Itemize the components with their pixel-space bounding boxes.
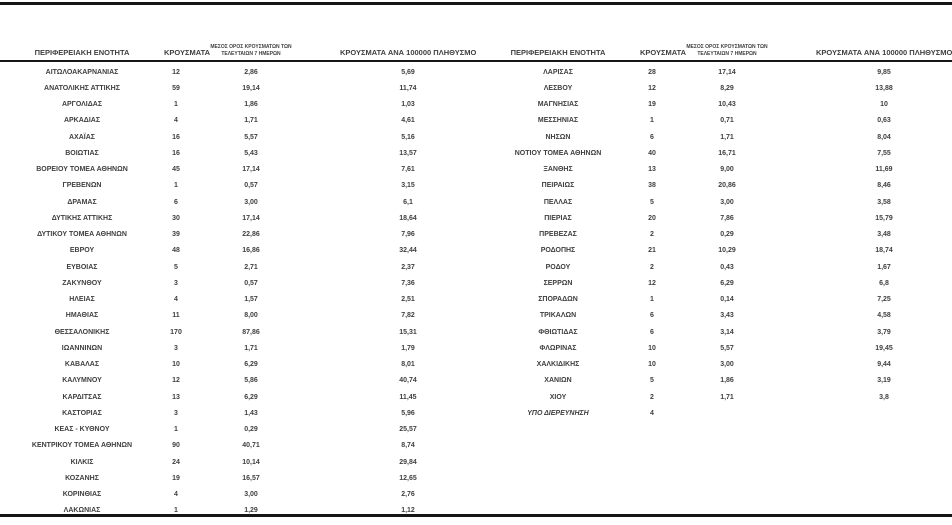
per100k-cell: 1,67 [877, 263, 891, 271]
cases-cell: 4 [650, 409, 654, 417]
cases-cell: 6 [650, 133, 654, 141]
per100k-cell: 19,45 [875, 344, 893, 352]
per100k-cell: 5,69 [401, 68, 415, 76]
table-row [476, 178, 952, 194]
cases-cell: 3 [174, 344, 178, 352]
per100k-cell: 1,12 [401, 507, 415, 515]
region-cell: ΚΕΝΤΡΙΚΟΥ ΤΟΜΕΑ ΑΘΗΝΩΝ [31, 442, 133, 450]
column-header-region: ΠΕΡΙΦΕΡΕΙΑΚΗ ΕΝΟΤΗΤΑ [34, 47, 130, 57]
avg7-cell: 1,86 [720, 377, 734, 385]
table-row [476, 324, 952, 340]
avg7-cell: 0,43 [720, 263, 734, 271]
avg7-cell: 6,29 [720, 279, 734, 287]
per100k-cell: 15,31 [399, 328, 417, 336]
cases-cell: 4 [174, 491, 178, 499]
region-cell: ΠΡΕΒΕΖΑΣ [539, 231, 577, 239]
avg7-cell: 5,43 [244, 149, 258, 157]
left-table-header [0, 34, 476, 60]
avg7-cell: 40,71 [242, 442, 260, 450]
avg7-cell: 1,71 [720, 393, 734, 401]
table-row [0, 292, 476, 308]
per100k-cell: 5,96 [401, 409, 415, 417]
region-cell: ΑΝΑΤΟΛΙΚΗΣ ΑΤΤΙΚΗΣ [44, 84, 120, 92]
cases-cell: 1 [174, 101, 178, 109]
avg7-cell: 3,00 [720, 198, 734, 206]
region-cell: ΡΟΔΟΥ [545, 263, 571, 271]
cases-cell: 6 [650, 328, 654, 336]
per100k-cell: 3,8 [879, 393, 889, 401]
table-row [0, 373, 476, 389]
avg7-cell: 2,71 [244, 263, 258, 271]
avg7-cell: 16,86 [242, 247, 260, 255]
avg7-cell: 0,29 [244, 426, 258, 434]
cases-cell: 6 [650, 312, 654, 320]
region-cell: ΠΕΛΛΑΣ [543, 198, 573, 206]
per100k-cell: 7,25 [877, 296, 891, 304]
region-cell: ΚΟΖΑΝΗΣ [65, 474, 99, 482]
table-row [0, 194, 476, 210]
per100k-cell: 0,63 [877, 117, 891, 125]
right-table-body [476, 64, 952, 422]
column-header-7day-average [188, 44, 314, 60]
per100k-cell: 3,48 [877, 231, 891, 239]
column-header-region: ΠΕΡΙΦΕΡΕΙΑΚΗ ΕΝΟΤΗΤΑ [510, 47, 606, 57]
avg7-cell: 3,00 [720, 361, 734, 369]
cases-cell: 5 [650, 377, 654, 385]
table-row [476, 308, 952, 324]
avg7-cell: 10,43 [718, 101, 736, 109]
cases-cell: 12 [172, 68, 180, 76]
table-row [476, 162, 952, 178]
avg7-cell: 8,29 [720, 84, 734, 92]
per100k-cell: 29,84 [399, 458, 417, 466]
cases-cell: 1 [174, 507, 178, 515]
region-cell: ΖΑΚΥΝΘΟΥ [62, 279, 102, 287]
per100k-cell: 8,01 [401, 361, 415, 369]
table-row [0, 357, 476, 373]
cases-cell: 13 [172, 393, 180, 401]
cases-cell: 45 [172, 166, 180, 174]
table-row [476, 389, 952, 405]
column-header-7day-average-line2: ΤΕΛΕΥΤΑΙΩΝ 7 ΗΜΕΡΩΝ [697, 50, 757, 57]
avg7-cell: 9,00 [720, 166, 734, 174]
per100k-cell: 32,44 [399, 247, 417, 255]
region-cell: ΚΟΡΙΝΘΙΑΣ [62, 491, 102, 499]
region-cell: ΚΑΡΔΙΤΣΑΣ [62, 393, 102, 401]
table-row [476, 243, 952, 259]
top-rule [0, 2, 952, 5]
region-cell: ΚΙΛΚΙΣ [70, 458, 94, 466]
region-cell: ΗΛΕΙΑΣ [69, 296, 95, 304]
table-row [476, 210, 952, 226]
cases-cell: 59 [172, 84, 180, 92]
region-cell: ΚΑΒΑΛΑΣ [64, 361, 100, 369]
per100k-cell: 7,82 [401, 312, 415, 320]
cases-cell: 3 [174, 279, 178, 287]
table-row [0, 324, 476, 340]
table-row [0, 470, 476, 486]
region-cell: ΑΙΤΩΛΟΑΚΑΡΝΑΝΙΑΣ [45, 68, 119, 76]
avg7-cell: 6,29 [244, 393, 258, 401]
table-row [0, 275, 476, 291]
region-cell: ΕΥΒΟΙΑΣ [66, 263, 98, 271]
region-cell: ΓΡΕΒΕΝΩΝ [62, 182, 102, 190]
per100k-cell: 8,46 [877, 182, 891, 190]
column-header-7day-average-line1: ΜΕΣΟΣ ΟΡΟΣ ΚΡΟΥΣΜΑΤΩΝ ΤΩΝ [210, 44, 292, 50]
table-row [0, 259, 476, 275]
table-row [0, 405, 476, 421]
table-row [476, 145, 952, 161]
cases-cell: 10 [648, 344, 656, 352]
table-row [0, 64, 476, 80]
per100k-cell: 7,55 [877, 149, 891, 157]
table-row [476, 357, 952, 373]
per100k-cell: 2,37 [401, 263, 415, 271]
per100k-cell: 9,85 [877, 68, 891, 76]
table-row [0, 243, 476, 259]
per100k-cell: 1,03 [401, 101, 415, 109]
avg7-cell: 5,57 [720, 344, 734, 352]
per100k-cell: 6,8 [879, 279, 889, 287]
per100k-cell: 1,79 [401, 344, 415, 352]
column-header-7day-average-line2: ΤΕΛΕΥΤΑΙΩΝ 7 ΗΜΕΡΩΝ [221, 50, 281, 57]
per100k-cell: 40,74 [399, 377, 417, 385]
cases-cell: 11 [172, 312, 180, 320]
region-cell: ΒΟΙΩΤΙΑΣ [65, 149, 99, 157]
avg7-cell: 0,57 [244, 182, 258, 190]
region-cell: ΑΡΚΑΔΙΑΣ [63, 117, 101, 125]
cases-cell: 12 [172, 377, 180, 385]
region-cell: ΑΧΑΪΑΣ [69, 133, 95, 141]
left-table-body [0, 64, 476, 519]
avg7-cell: 6,29 [244, 361, 258, 369]
table-row [476, 340, 952, 356]
cases-cell: 16 [172, 133, 180, 141]
cases-cell: 12 [648, 279, 656, 287]
per100k-cell: 11,45 [399, 393, 417, 401]
table-row [476, 227, 952, 243]
per100k-cell: 13,57 [399, 149, 417, 157]
region-cell: ΛΑΚΩΝΙΑΣ [63, 507, 101, 515]
table-row [476, 129, 952, 145]
per100k-cell: 8,04 [877, 133, 891, 141]
table-row [476, 97, 952, 113]
avg7-cell: 17,14 [242, 214, 260, 222]
cases-cell: 2 [650, 231, 654, 239]
avg7-cell: 3,43 [720, 312, 734, 320]
table-row [0, 487, 476, 503]
cases-cell: 19 [648, 101, 656, 109]
region-cell: ΥΠΟ ΔΙΕΡΕΥΝΗΣΗ [527, 409, 589, 417]
avg7-cell: 7,86 [720, 214, 734, 222]
cases-cell: 19 [172, 474, 180, 482]
table-row [0, 227, 476, 243]
column-header-cases: ΚΡΟΥΣΜΑΤΑ [640, 47, 687, 57]
avg7-cell: 1,71 [720, 133, 734, 141]
column-header-7day-average [664, 44, 790, 60]
region-cell: ΤΡΙΚΑΛΩΝ [539, 312, 577, 320]
cases-cell: 5 [174, 263, 178, 271]
avg7-cell: 5,57 [244, 133, 258, 141]
avg7-cell: 20,86 [718, 182, 736, 190]
avg7-cell: 16,57 [242, 474, 260, 482]
region-cell: ΦΛΩΡΙΝΑΣ [539, 344, 577, 352]
avg7-cell: 3,00 [244, 491, 258, 499]
cases-cell: 90 [172, 442, 180, 450]
table-row [476, 292, 952, 308]
table-row [476, 194, 952, 210]
region-cell: ΚΕΑΣ - ΚΥΘΝΟΥ [54, 426, 110, 434]
avg7-cell: 0,57 [244, 279, 258, 287]
avg7-cell: 3,00 [244, 198, 258, 206]
cases-cell: 170 [170, 328, 182, 336]
avg7-cell: 17,14 [242, 166, 260, 174]
region-cell: ΛΕΣΒΟΥ [543, 84, 573, 92]
table-row [0, 210, 476, 226]
cases-cell: 40 [648, 149, 656, 157]
per100k-cell: 25,57 [399, 426, 417, 434]
avg7-cell: 2,86 [244, 68, 258, 76]
per100k-cell: 8,74 [401, 442, 415, 450]
bottom-rule [0, 514, 952, 517]
table-row [476, 113, 952, 129]
cases-cell: 5 [650, 198, 654, 206]
cases-cell: 1 [174, 182, 178, 190]
cases-cell: 6 [174, 198, 178, 206]
cases-cell: 12 [648, 84, 656, 92]
table-row [476, 275, 952, 291]
region-cell: ΣΠΟΡΑΔΩΝ [538, 296, 578, 304]
table-row [0, 162, 476, 178]
per100k-cell: 3,15 [401, 182, 415, 190]
per100k-cell: 5,16 [401, 133, 415, 141]
region-cell: ΜΕΣΣΗΝΙΑΣ [537, 117, 579, 125]
cases-cell: 4 [174, 296, 178, 304]
cases-cell: 21 [648, 247, 656, 255]
per100k-cell: 11,74 [399, 84, 417, 92]
cases-cell: 13 [648, 166, 656, 174]
avg7-cell: 1,71 [244, 344, 258, 352]
avg7-cell: 22,86 [242, 231, 260, 239]
per100k-cell: 7,36 [401, 279, 415, 287]
region-cell: ΦΘΙΩΤΙΔΑΣ [538, 328, 578, 336]
table-row [0, 97, 476, 113]
cases-cell: 3 [174, 409, 178, 417]
table-row [0, 178, 476, 194]
region-cell: ΡΟΔΟΠΗΣ [540, 247, 576, 255]
avg7-cell: 0,14 [720, 296, 734, 304]
column-header-per100k: ΚΡΟΥΣΜΑΤΑ ΑΝΑ 100000 ΠΛΗΘΥΣΜΟ [340, 47, 477, 57]
avg7-cell: 87,86 [242, 328, 260, 336]
avg7-cell: 1,29 [244, 507, 258, 515]
cases-cell: 1 [650, 296, 654, 304]
per100k-cell: 13,88 [875, 84, 893, 92]
avg7-cell: 8,00 [244, 312, 258, 320]
region-cell: ΜΑΓΝΗΣΙΑΣ [537, 101, 579, 109]
per100k-cell: 11,69 [875, 166, 893, 174]
cases-cell: 10 [648, 361, 656, 369]
per100k-cell: 2,76 [401, 491, 415, 499]
per100k-cell: 18,64 [399, 214, 417, 222]
per100k-cell: 18,74 [875, 247, 893, 255]
cases-cell: 10 [172, 361, 180, 369]
region-cell: ΔΥΤΙΚΟΥ ΤΟΜΕΑ ΑΘΗΝΩΝ [37, 231, 127, 239]
table-row [476, 80, 952, 96]
region-cell: ΧΑΛΚΙΔΙΚΗΣ [536, 361, 580, 369]
avg7-cell: 3,14 [720, 328, 734, 336]
cases-cell: 28 [648, 68, 656, 76]
column-header-per100k: ΚΡΟΥΣΜΑΤΑ ΑΝΑ 100000 ΠΛΗΘΥΣΜΟ [816, 47, 952, 57]
table-row [0, 129, 476, 145]
per100k-cell: 9,44 [877, 361, 891, 369]
cases-cell: 1 [174, 426, 178, 434]
cases-cell: 1 [650, 117, 654, 125]
avg7-cell: 19,14 [242, 84, 260, 92]
region-cell: ΠΕΙΡΑΙΩΣ [541, 182, 575, 190]
avg7-cell: 1,86 [244, 101, 258, 109]
column-header-cases: ΚΡΟΥΣΜΑΤΑ [164, 47, 211, 57]
cases-cell: 2 [650, 263, 654, 271]
per100k-cell: 3,19 [877, 377, 891, 385]
per100k-cell: 4,61 [401, 117, 415, 125]
table-row [0, 438, 476, 454]
region-cell: ΕΒΡΟΥ [69, 247, 95, 255]
region-cell: ΛΑΡΙΣΑΣ [543, 68, 573, 76]
cases-cell: 39 [172, 231, 180, 239]
avg7-cell: 10,14 [242, 458, 260, 466]
table-row [476, 373, 952, 389]
cases-cell: 16 [172, 149, 180, 157]
region-cell: ΚΑΛΥΜΝΟΥ [62, 377, 102, 385]
avg7-cell: 1,43 [244, 409, 258, 417]
avg7-cell: 5,86 [244, 377, 258, 385]
region-cell: ΝΗΣΩΝ [545, 133, 571, 141]
per100k-cell: 3,79 [877, 328, 891, 336]
per100k-cell: 15,79 [875, 214, 893, 222]
region-cell: ΘΕΣΣΑΛΟΝΙΚΗΣ [54, 328, 110, 336]
cases-cell: 38 [648, 182, 656, 190]
avg7-cell: 0,29 [720, 231, 734, 239]
avg7-cell: 16,71 [718, 149, 736, 157]
per100k-cell: 4,58 [877, 312, 891, 320]
region-cell: ΝΟΤΙΟΥ ΤΟΜΕΑ ΑΘΗΝΩΝ [514, 149, 602, 157]
cases-cell: 30 [172, 214, 180, 222]
avg7-cell: 0,71 [720, 117, 734, 125]
region-cell: ΔΡΑΜΑΣ [67, 198, 97, 206]
region-cell: ΧΙΟΥ [549, 393, 567, 401]
avg7-cell: 10,29 [718, 247, 736, 255]
per100k-cell: 3,58 [877, 198, 891, 206]
region-cell: ΒΟΡΕΙΟΥ ΤΟΜΕΑ ΑΘΗΝΩΝ [36, 166, 128, 174]
region-cell: ΗΜΑΘΙΑΣ [65, 312, 99, 320]
table-row [0, 454, 476, 470]
table-row [0, 389, 476, 405]
region-cell: ΠΙΕΡΙΑΣ [544, 214, 572, 222]
cases-cell: 24 [172, 458, 180, 466]
table-row [0, 340, 476, 356]
region-cell: ΔΥΤΙΚΗΣ ΑΤΤΙΚΗΣ [51, 214, 113, 222]
region-cell: ΙΩΑΝΝΙΝΩΝ [61, 344, 103, 352]
region-cell: ΑΡΓΟΛΙΔΑΣ [61, 101, 103, 109]
cases-cell: 4 [174, 117, 178, 125]
avg7-cell: 17,14 [718, 68, 736, 76]
per100k-cell: 10 [880, 101, 888, 109]
per100k-cell: 7,96 [401, 231, 415, 239]
table-row [0, 308, 476, 324]
table-row [476, 405, 952, 421]
header-rule [0, 60, 952, 62]
cases-cell: 20 [648, 214, 656, 222]
region-cell: ΧΑΝΙΩΝ [544, 377, 572, 385]
region-cell: ΞΑΝΘΗΣ [543, 166, 573, 174]
column-header-7day-average-line1: ΜΕΣΟΣ ΟΡΟΣ ΚΡΟΥΣΜΑΤΩΝ ΤΩΝ [686, 44, 768, 50]
table-row [0, 422, 476, 438]
table-row [0, 145, 476, 161]
per100k-cell: 6,1 [403, 198, 413, 206]
avg7-cell: 1,57 [244, 296, 258, 304]
per100k-cell: 2,51 [401, 296, 415, 304]
cases-cell: 2 [650, 393, 654, 401]
cases-cell: 48 [172, 247, 180, 255]
table-row [476, 259, 952, 275]
table-row [476, 64, 952, 80]
table-row [0, 113, 476, 129]
right-table-header [476, 34, 952, 60]
per100k-cell: 7,61 [401, 166, 415, 174]
region-cell: ΣΕΡΡΩΝ [543, 279, 573, 287]
per100k-cell: 12,65 [399, 474, 417, 482]
table-row [0, 80, 476, 96]
avg7-cell: 1,71 [244, 117, 258, 125]
region-cell: ΚΑΣΤΟΡΙΑΣ [62, 409, 102, 417]
